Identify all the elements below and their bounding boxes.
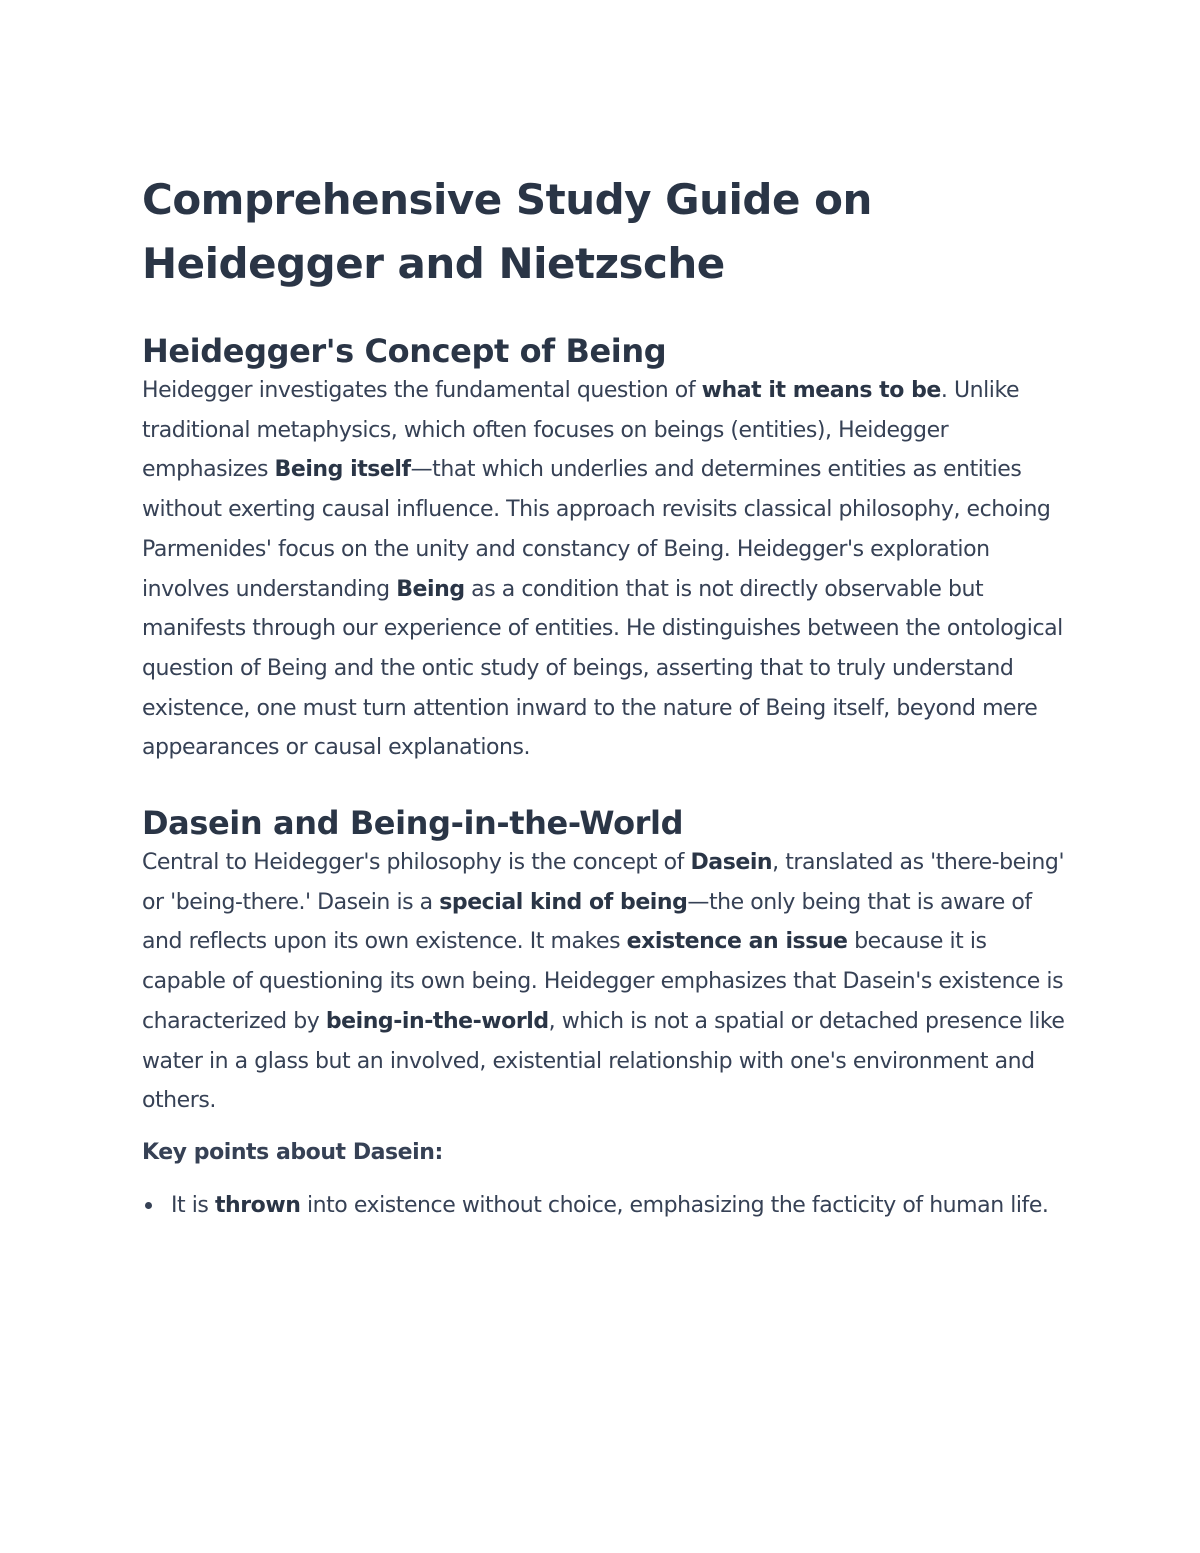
emphasis-text: what it means to be: [701, 378, 941, 403]
emphasis-text: existence an issue: [626, 929, 848, 955]
paragraph-text: Heidegger investigates the fundamental question of: [142, 378, 702, 403]
document-page: [142, 168, 1067, 1226]
paragraph-text: , translated as 'there-being' or 'being-there.' Dasein is a: [142, 850, 1065, 915]
paragraph-text: , which is not a spatial or detached presence like water in a glass but an involved, existential relationship with one's environment and others.: [142, 1008, 1065, 1114]
list-item-text: into existence without choice, emphasizing the facticity of human life.: [300, 1192, 1049, 1218]
paragraph-concept-of-being: [142, 371, 1067, 768]
emphasis-text: Being itself: [274, 457, 411, 483]
paragraph-text: because it is capable of questioning its own being. Heidegger emphasizes that Dasein's existence is characterized by: [142, 929, 1064, 1034]
emphasis-text: Being: [396, 576, 465, 602]
list-item: [142, 1186, 1067, 1226]
bullet-icon: [145, 1202, 152, 1209]
key-points-label: Key points about Dasein:: [142, 1139, 443, 1165]
document-title: [142, 168, 1067, 296]
paragraph-text: —that which underlies and determines entities as entities without exerting causal influence. This approach revisits classical philosophy, echoing Parmenides' focus on the unity and constancy of Being. Heidegger's exploration involves understanding: [142, 457, 1051, 602]
document-title-line-2: Heidegger and Nietzsche: [142, 239, 725, 288]
list-item-text: It is: [171, 1192, 215, 1218]
section-heading-being: Heidegger's Concept of Being: [142, 332, 667, 370]
paragraph-text: as a condition that is not directly observable but manifests through our experience of entities. He distinguishes between the ontological question of Being and the ontic study of beings, asserting that to truly understand existence, one must turn attention inward to the nature of Being itself, beyond mere appearances or causal explanations.: [142, 576, 1063, 761]
paragraph-text: . Unlike traditional metaphysics, which often focuses on beings (entities), Heidegger emphasizes: [142, 378, 1020, 483]
section-heading-dasein: Dasein and Being-in-the-World: [142, 804, 684, 843]
paragraph-dasein: [142, 843, 1067, 1121]
emphasis-text: special kind of being: [439, 889, 688, 915]
emphasis-text: thrown: [214, 1192, 301, 1218]
paragraph-text: —the only being that is aware of and reflects upon its own existence. It makes: [142, 889, 1032, 955]
key-points-list: [142, 1186, 1067, 1226]
document-title-line-1: Comprehensive Study Guide on: [142, 175, 872, 224]
paragraph-text: Central to Heidegger's philosophy is the concept of: [142, 850, 691, 876]
emphasis-text: being-in-the-world: [325, 1008, 549, 1034]
emphasis-text: Dasein: [690, 850, 773, 876]
